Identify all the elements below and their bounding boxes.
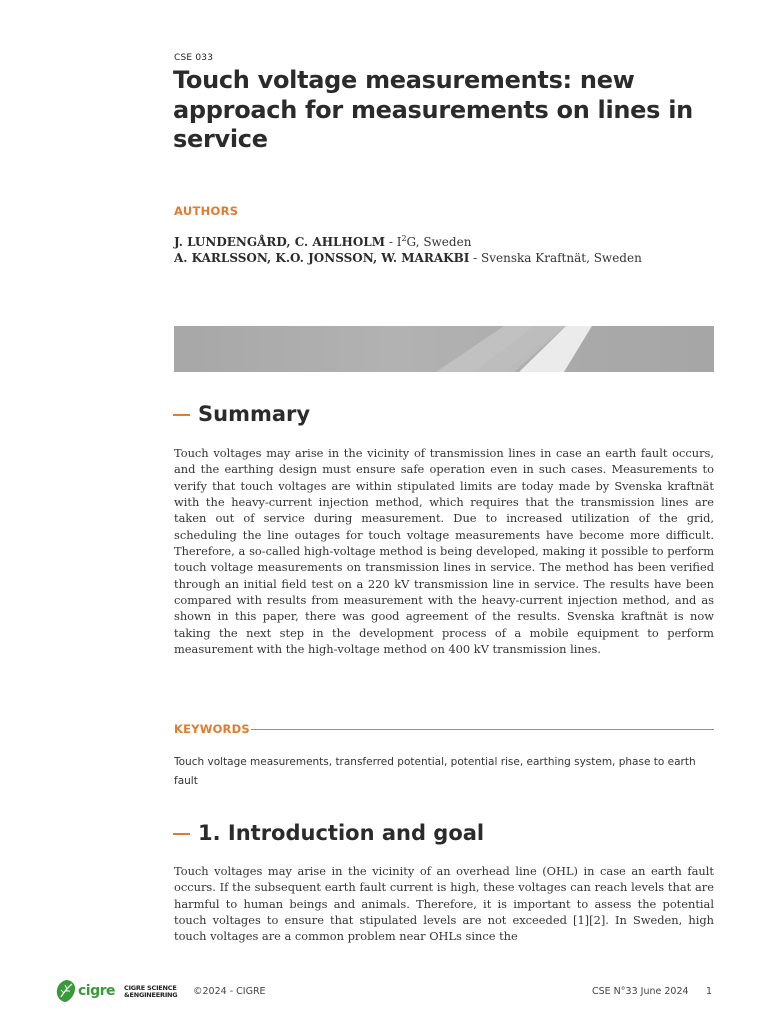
summary-heading — [173, 402, 310, 426]
banner-graphic — [174, 326, 714, 372]
page-footer — [0, 979, 768, 1005]
cigre-science-engineering-logo — [124, 985, 177, 998]
page-number: 1 — [706, 986, 713, 997]
keywords-text: Touch voltage measurements, transferred potential, potential rise, earthing system, phase to earth fault — [174, 756, 696, 787]
author-org-1-prefix: I — [396, 235, 402, 249]
introduction-heading — [173, 821, 484, 845]
author-names-2: A. KARLSSON, K.O. JONSSON, W. MARAKBI — [174, 251, 470, 265]
author-separator: - — [385, 235, 397, 249]
authors-heading: AUTHORS — [174, 204, 239, 218]
introduction-heading-text: 1. Introduction and goal — [198, 821, 485, 845]
paper-title: Touch voltage measurements: new approach for measurements on lines in service — [173, 66, 693, 153]
cigre-logo-text: cigre — [78, 983, 116, 999]
introduction-text: Touch voltages may arise in the vicinity of an overhead line (OHL) in case an earth fault occurs. If the subsequent earth fault current is high, these voltages can reach levels that are harmful to human beings and animals. Therefore, it is important to assess the potential touch voltages to ensure that stipulated levels are not exceeded [1][2]. In Sweden, high touch voltages are a common problem near OHLs since the — [174, 864, 714, 944]
keywords-label: KEYWORDS — [174, 722, 250, 736]
heading-dash-icon — [173, 414, 190, 416]
author-separator: - — [469, 251, 482, 265]
logo-se-line-1: CIGRE SCIENCE — [124, 984, 177, 992]
summary-text: Touch voltages may arise in the vicinity of transmission lines in case an earth fault occurs, and the earthing design must ensure safe operation even in such cases. Measurements to verify that touch voltages are within stipulated limits are today made by Svenska kraftnät with the heavy-current injection method, which requires that the transmission lines are taken out of service during measurement. Due to increased utilization of the grid, scheduling the line outages for touch voltage measurements have become more difficult. Therefore, a so-called high-voltage method is being developed, making it possible to perform touch voltage measurements on transmission lines in service. The method has been verified through an initial field test on a 220 kV transmission line in service. The results have been compared with results from measurement with the heavy-current injection method, and as shown in this paper, there was good agreement of the results. Svenska kraftnät is now taking the next step in the development process of a mobile equipment to perform measurement with the high-voltage method on 400 kV transmission lines. — [174, 446, 714, 657]
cigre-logo — [55, 979, 115, 1003]
keywords-rule — [251, 729, 714, 730]
author-org-1-suffix: G, Sweden — [406, 235, 472, 249]
heading-dash-icon — [173, 833, 190, 835]
decorative-banner — [174, 326, 714, 372]
logo-se-line-2: &ENGINEERING — [124, 990, 178, 999]
copyright-text: ©2024 - CIGRE — [193, 986, 266, 997]
keywords-heading — [174, 722, 714, 736]
issue-label: CSE N°33 June 2024 — [592, 986, 689, 997]
cigre-leaf-icon — [55, 979, 77, 1003]
author-org-1-sup: 2 — [401, 234, 407, 243]
author-org-2: Svenska Kraftnät, Sweden — [481, 251, 642, 265]
author-names-1: J. LUNDENGÅRD, C. AHLHOLM — [174, 235, 385, 249]
author-line-1 — [174, 235, 471, 249]
author-line-2 — [174, 251, 642, 265]
summary-heading-text: Summary — [198, 402, 311, 426]
paper-code: CSE 033 — [174, 53, 214, 63]
